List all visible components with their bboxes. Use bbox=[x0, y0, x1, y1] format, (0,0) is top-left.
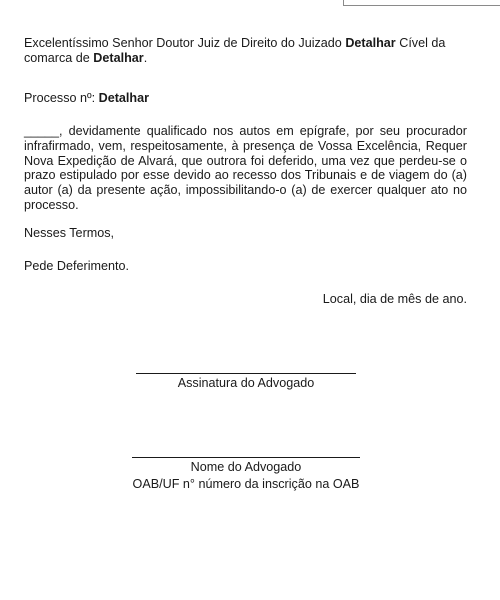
place-date-line: Local, dia de mês de ano. bbox=[322, 292, 467, 306]
signature-block bbox=[136, 373, 356, 391]
request-body-paragraph: _____, devidamente qualificado nos autos em epígrafe, por seu procurador infrafirmado, vem, respeitosamente, à presença de Vossa Excelência, Requer Nova Expedição de Alvará, que outrora foi deferido, uma vez que perdeu-se o prazo estipulado por esse devido ao recesso dos Tribunais e de viagem do (a) autor (a) da presente ação, impossibilitando-o (a) de exercer qualquer ato no processo. bbox=[24, 124, 467, 212]
lawyer-identification-block bbox=[132, 457, 360, 492]
addressee-text-3: . bbox=[143, 51, 148, 65]
process-number-line bbox=[24, 91, 467, 106]
process-number-placeholder: Detalhar bbox=[98, 91, 150, 105]
lawyer-name: Nome do Advogado bbox=[190, 460, 302, 474]
district-placeholder: Detalhar bbox=[93, 51, 144, 65]
addressee-text-2: Cível da comarca de bbox=[24, 36, 446, 65]
closing-request: Pede Deferimento. bbox=[24, 259, 130, 273]
process-label: Processo nº: bbox=[24, 91, 99, 105]
addressee-text-1: Excelentíssimo Senhor Doutor Juiz de Direito do Juizado bbox=[24, 36, 346, 50]
closing-terms: Nesses Termos, bbox=[24, 226, 115, 240]
court-placeholder: Detalhar bbox=[345, 36, 396, 50]
signature-line bbox=[136, 373, 356, 374]
signature-label: Assinatura do Advogado bbox=[177, 376, 315, 390]
addressee-paragraph bbox=[24, 36, 467, 66]
corner-box bbox=[343, 0, 500, 6]
lawyer-oab-number: OAB/UF n° número da inscrição na OAB bbox=[132, 477, 360, 491]
lawyer-name-line bbox=[132, 457, 360, 458]
